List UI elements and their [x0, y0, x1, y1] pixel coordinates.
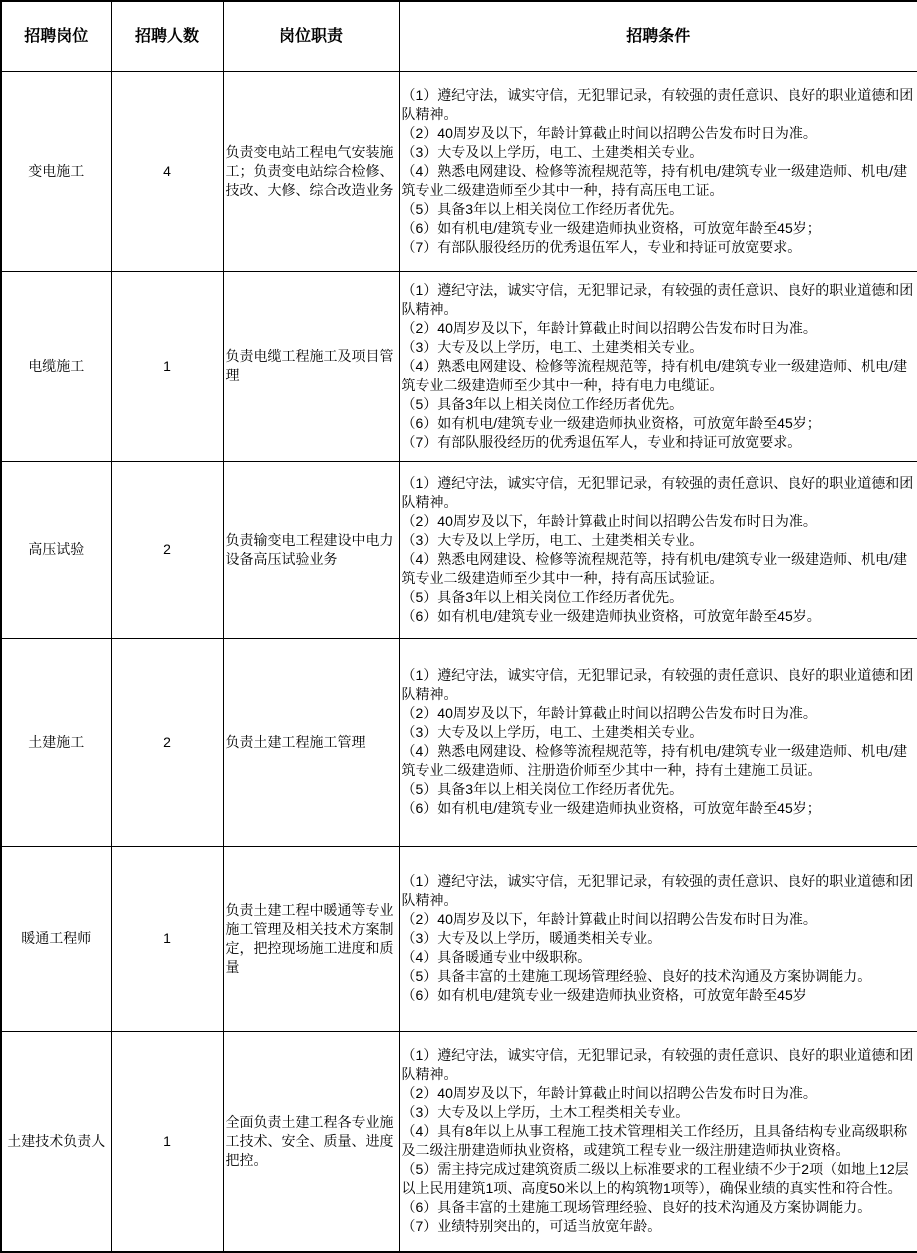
duty-cell: 负责土建工程中暖通等专业施工管理及相关技术方案制定，把控现场施工进度和质量 — [223, 846, 399, 1031]
condition-item: （3）大专及以上学历，电工、土建类相关专业。 — [401, 338, 704, 355]
condition-item: （3）大专及以上学历，暖通类相关专业。 — [401, 930, 662, 946]
condition-item: （4）具备暖通专业中级职称。 — [401, 949, 592, 965]
condition-item: （4）熟悉电网建设、检修等流程规范等，持有机电/建筑专业一级建造师、机电/建筑专业二级建造师至少其中一种，持有高压电工证。 — [401, 162, 908, 198]
count-cell: 1 — [111, 271, 223, 461]
conditions-cell — [399, 271, 917, 461]
condition-item: （5）具备3年以上相关岗位工作经历者优先。 — [401, 588, 684, 605]
condition-item: （3）大专及以上学历，土木工程类相关专业。 — [401, 1104, 690, 1121]
duty-cell: 负责输变电工程建设中电力设备高压试验业务 — [223, 461, 399, 638]
position-cell: 变电施工 — [1, 71, 111, 271]
condition-item: （6）如有机电/建筑专业一级建造师执业资格，可放宽年龄至45岁； — [401, 219, 821, 236]
condition-item: （7）业绩特别突出的，可适当放宽年龄。 — [401, 1218, 662, 1235]
position-cell: 暖通工程师 — [1, 846, 111, 1031]
condition-item: （3）大专及以上学历，电工、土建类相关专业。 — [401, 724, 704, 740]
table-row — [1, 638, 917, 846]
condition-item: （1）遵纪守法，诚实守信，无犯罪记录，有较强的责任意识、良好的职业道德和团队精神。 — [401, 667, 914, 702]
count-cell: 4 — [111, 71, 223, 271]
position-cell: 高压试验 — [1, 461, 111, 638]
count-cell: 1 — [111, 846, 223, 1031]
count-cell: 1 — [111, 1031, 223, 1252]
position-cell: 土建施工 — [1, 638, 111, 846]
table-row — [1, 461, 917, 638]
condition-item: （1）遵纪守法，诚实守信，无犯罪记录，有较强的责任意识、良好的职业道德和团队精神。 — [401, 1047, 914, 1083]
duty-cell: 负责电缆工程施工及项目管理 — [223, 271, 399, 461]
conditions-cell — [399, 1031, 917, 1252]
condition-item: （2）40周岁及以下，年龄计算截止时间以招聘公告发布时日为准。 — [401, 705, 817, 721]
duty-cell: 负责土建工程施工管理 — [223, 638, 399, 846]
count-cell: 2 — [111, 461, 223, 638]
conditions-cell — [399, 461, 917, 638]
condition-item: （1）遵纪守法，诚实守信，无犯罪记录，有较强的责任意识、良好的职业道德和团队精神。 — [401, 474, 914, 510]
position-cell: 土建技术负责人 — [1, 1031, 111, 1252]
condition-item: （3）大专及以上学历，电工、土建类相关专业。 — [401, 143, 704, 160]
condition-item: （6）如有机电/建筑专业一级建造师执业资格，可放宽年龄至45岁； — [401, 414, 821, 431]
duty-cell: 负责变电站工程电气安装施工；负责变电站综合检修、技改、大修、综合改造业务 — [223, 71, 399, 271]
condition-item: （1）遵纪守法，诚实守信，无犯罪记录，有较强的责任意识、良好的职业道德和团队精神。 — [401, 281, 914, 317]
condition-item: （2）40周岁及以下，年龄计算截止时间以招聘公告发布时日为准。 — [401, 512, 817, 529]
condition-item: （4）熟悉电网建设、检修等流程规范等，持有机电/建筑专业一级建造师、机电/建筑专业二级建造师至少其中一种，持有电力电缆证。 — [401, 357, 908, 393]
table-row — [1, 1031, 917, 1252]
condition-item: （5）具备3年以上相关岗位工作经历者优先。 — [401, 395, 684, 412]
condition-item: （1）遵纪守法，诚实守信，无犯罪记录，有较强的责任意识、良好的职业道德和团队精神。 — [401, 86, 914, 122]
position-cell: 电缆施工 — [1, 271, 111, 461]
condition-item: （6）具备丰富的土建施工现场管理经验、良好的技术沟通及方案协调能力。 — [401, 1199, 872, 1216]
condition-item: （4）熟悉电网建设、检修等流程规范等，持有机电/建筑专业一级建造师、机电/建筑专业二级建造师、注册造价师至少其中一种，持有土建施工员证。 — [401, 743, 908, 778]
header-duty: 岗位职责 — [223, 1, 399, 71]
table-row — [1, 71, 917, 271]
duty-cell: 全面负责土建工程各专业施工技术、安全、质量、进度把控。 — [223, 1031, 399, 1252]
condition-item: （3）大专及以上学历，电工、土建类相关专业。 — [401, 531, 704, 548]
table-row — [1, 846, 917, 1031]
condition-item: （4）具有8年以上从事工程施工技术管理相关工作经历，且具备结构专业高级职称及二级注册建造师执业资格，或建筑工程专业一级注册建造师执业资格。 — [401, 1123, 908, 1159]
header-conditions: 招聘条件 — [399, 1, 917, 71]
condition-item: （4）熟悉电网建设、检修等流程规范等，持有机电/建筑专业一级建造师、机电/建筑专业二级建造师至少其中一种，持有高压试验证。 — [401, 550, 908, 586]
table-header — [1, 1, 917, 71]
conditions-cell — [399, 846, 917, 1031]
condition-item: （5）需主持完成过建筑资质二级以上标准要求的工程业绩不少于2项（如地上12层以上民用建筑1项、高度50米以上的构筑物1项等），确保业绩的真实性和符合性。 — [401, 1161, 909, 1197]
condition-item: （2）40周岁及以下，年龄计算截止时间以招聘公告发布时日为准。 — [401, 124, 817, 141]
condition-item: （2）40周岁及以下，年龄计算截止时间以招聘公告发布时日为准。 — [401, 319, 817, 336]
header-count: 招聘人数 — [111, 1, 223, 71]
table-row — [1, 271, 917, 461]
condition-item: （2）40周岁及以下，年龄计算截止时间以招聘公告发布时日为准。 — [401, 911, 817, 927]
conditions-cell — [399, 638, 917, 846]
condition-item: （6）如有机电/建筑专业一级建造师执业资格，可放宽年龄至45岁 — [401, 987, 807, 1003]
condition-item: （6）如有机电/建筑专业一级建造师执业资格，可放宽年龄至45岁； — [401, 800, 821, 816]
condition-item: （1）遵纪守法，诚实守信，无犯罪记录，有较强的责任意识、良好的职业道德和团队精神。 — [401, 873, 914, 908]
condition-item: （2）40周岁及以下，年龄计算截止时间以招聘公告发布时日为准。 — [401, 1085, 817, 1102]
condition-item: （5）具备3年以上相关岗位工作经历者优先。 — [401, 781, 684, 797]
condition-item: （7）有部队服役经历的优秀退伍军人，专业和持证可放宽要求。 — [401, 238, 802, 255]
header-position: 招聘岗位 — [1, 1, 111, 71]
condition-item: （5）具备丰富的土建施工现场管理经验、良好的技术沟通及方案协调能力。 — [401, 968, 872, 984]
condition-item: （6）如有机电/建筑专业一级建造师执业资格，可放宽年龄至45岁。 — [401, 607, 821, 624]
condition-item: （5）具备3年以上相关岗位工作经历者优先。 — [401, 200, 684, 217]
conditions-cell — [399, 71, 917, 271]
count-cell: 2 — [111, 638, 223, 846]
header-row — [1, 1, 917, 71]
table-body — [1, 71, 917, 1252]
condition-item: （7）有部队服役经历的优秀退伍军人，专业和持证可放宽要求。 — [401, 433, 802, 450]
